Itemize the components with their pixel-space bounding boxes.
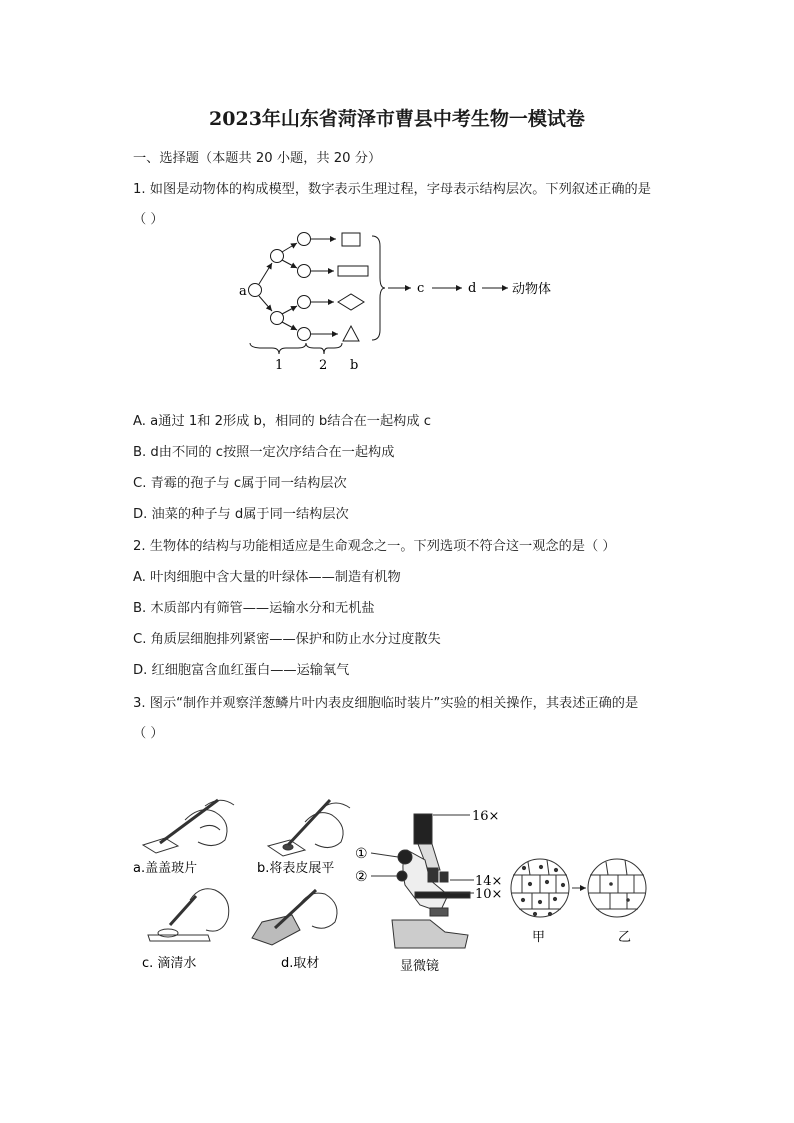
page-title: 2023年山东省菏泽市曹县中考生物一模试卷: [209, 108, 585, 130]
diagram-label-c: c: [417, 281, 425, 296]
cell-circle: [271, 250, 284, 263]
view-jia-circle: [511, 859, 569, 917]
label-c-drop-water: c. 滴清水: [142, 956, 197, 971]
panel-d-illustration: [252, 890, 337, 945]
tissue-rectangle: [338, 266, 368, 276]
q3-stem: 3. 图示“制作并观察洋葱鳞片叶内表皮细胞临时装片”实验的相关操作，其表述正确的是: [133, 696, 639, 711]
label-view-yi: 乙: [618, 930, 632, 945]
panel-a-illustration: [143, 800, 234, 853]
cell-circle: [298, 296, 311, 309]
diagram-label-a: a: [239, 284, 247, 299]
q2-option-d: D. 红细胞富含血红蛋白——运输氧气: [133, 663, 350, 678]
q1-option-b: B. d由不同的 c按照一定次序结合在一起构成: [133, 445, 395, 460]
q3-answer-paren: （ ）: [133, 726, 164, 741]
view-yi-circle: [588, 859, 646, 917]
q2-option-b: B. 木质部内有筛管——运输水分和无机盐: [133, 601, 375, 616]
diagram-label-d: d: [468, 281, 477, 296]
q1-option-c: C. 青霉的孢子与 c属于同一结构层次: [133, 476, 347, 491]
q1-stem: 1. 如图是动物体的构成模型，数字表示生理过程，字母表示结构层次。下列叙述正确的是: [133, 182, 651, 197]
slide-preparation-figure: [125, 790, 655, 980]
q1-answer-paren: （ ）: [133, 212, 164, 227]
diagram-label-animal: 动物体: [512, 282, 552, 297]
cell-circle: [298, 265, 311, 278]
q2-option-c: C. 角质层细胞排列紧密——保护和防止水分过度散失: [133, 632, 441, 647]
q1-option-d: D. 油菜的种子与 d属于同一结构层次: [133, 507, 349, 522]
label-eyepiece-16x: 16×: [472, 809, 500, 824]
cell-circle: [249, 284, 262, 297]
label-b-flatten: b.将表皮展平: [257, 861, 335, 876]
label-microscope: 显微镜: [400, 959, 440, 974]
label-a-cover-slip: a.盖盖玻片: [133, 861, 198, 876]
label-knob-2: ②: [355, 869, 368, 885]
q2-option-a: A. 叶肉细胞中含大量的叶绿体——制造有机物: [133, 570, 401, 585]
microscope-illustration: [371, 814, 474, 948]
q1-option-a: A. a通过 1和 2形成 b，相同的 b结合在一起构成 c: [133, 414, 431, 429]
cell-circle: [298, 328, 311, 341]
tissue-triangle: [343, 326, 359, 341]
q2-stem: 2. 生物体的结构与功能相适应是生命观念之一。下列选项不符合这一观念的是（ ）: [133, 539, 616, 554]
structure-model-diagram: [225, 225, 570, 380]
label-d-take-material: d.取材: [281, 956, 320, 971]
diagram-label-b: b: [350, 358, 359, 373]
tissue-square: [342, 233, 360, 246]
panel-c-illustration: [148, 889, 229, 941]
label-objective-14x: 14×: [475, 874, 503, 889]
label-knob-1: ①: [355, 846, 368, 862]
label-view-jia: 甲: [532, 930, 546, 945]
diagram-label-2: 2: [319, 358, 328, 373]
cell-circle: [298, 233, 311, 246]
diagram-label-1: 1: [275, 358, 284, 373]
tissue-diamond: [338, 294, 364, 310]
cell-circle: [271, 312, 284, 325]
label-objective-10x: 10×: [475, 887, 503, 902]
panel-b-illustration: [268, 800, 350, 856]
section-heading: 一、选择题（本题共 20 小题，共 20 分）: [133, 151, 382, 166]
